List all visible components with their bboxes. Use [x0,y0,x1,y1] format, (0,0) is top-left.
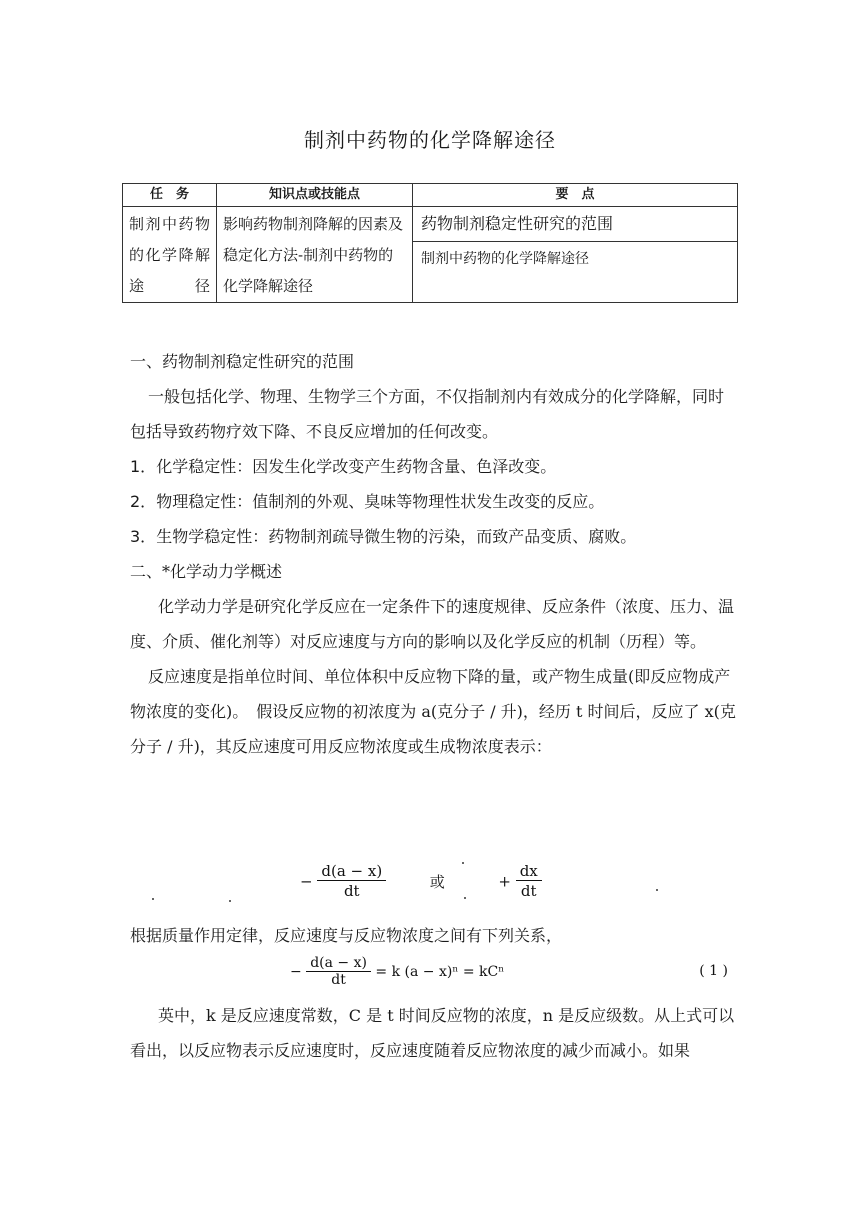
scan-speck [229,900,231,902]
page-title: 制剂中药物的化学降解途径 [304,128,556,152]
paragraph: 一般包括化学、物理、生物学三个方面，不仅指制剂内有效成分的化学降解，同时包括导致药物疗效下降、不良反应增加的任何改变。 [130,387,725,441]
scan-speck [656,889,658,891]
paragraph: 看出，以反应物表示反应速度时，反应速度随着反应物浓度的减少而减小。如果 [130,1041,691,1060]
list-number: 3． [130,527,157,546]
paragraph: 反应速度是指单位时间、单位体积中反应物下降的量，或产物生成量(即反应物成产物浓度的变化)。 假设反应物的初浓度为 a(克分子 / 升)，经历 t 时间后，反应了 x(克分子 / 升)，其反应速度可用反应物浓度或生成物浓度表示： [130,667,736,756]
cell-task: 制剂中药物的化学降解途径 [123,207,217,303]
formula-minus: − [290,964,302,980]
fraction-denominator: dt [343,882,360,900]
cell-knowledge: 影响药物制剂降解的因素及稳定化方法-制剂中药物的化学降解途径 [217,207,413,303]
scan-speck [152,898,154,900]
list-text: 生物学稳定性：药物制剂疏导微生物的污染，而致产品变质、腐败。 [156,527,637,546]
list-text: 化学稳定性：因发生化学改变产生药物含量、色泽改变。 [156,457,557,476]
rate-formula [300,862,542,901]
task-table [122,183,738,303]
cell-points [413,207,738,303]
fraction [317,862,386,901]
paragraph-block [130,918,736,953]
table-header-row [123,184,738,207]
scan-speck [462,862,464,864]
list-item [130,484,736,519]
list-number: 1． [130,457,157,476]
section-heading: 一、药物制剂稳定性研究的范围 [130,352,355,371]
fraction-numerator: d(a − x) [306,955,371,972]
list-item [130,449,736,484]
point-item: 制剂中药物的化学降解途径 [421,251,589,267]
list-item [130,519,736,554]
fraction [516,862,542,901]
formula-rhs: = k (a − x)ⁿ = kCⁿ [375,964,505,980]
fraction-denominator: dt [520,882,537,900]
scan-speck [464,897,466,899]
list-text: 物理稳定性：值制剂的外观、臭味等物理性状发生改变的反应。 [156,492,605,511]
fraction [306,955,371,989]
rate-law-formula [290,955,740,989]
paragraph: 英中，k 是反应速度常数，C 是 t 时间反应物的浓度，n 是反应级数。从上式可以 [158,1006,735,1025]
fraction-numerator: d(a − x) [317,862,386,881]
fraction-numerator: dx [516,862,542,881]
section-1 [130,344,736,764]
formula-or: 或 [429,873,445,891]
header-knowledge: 知识点或技能点 [217,184,413,207]
paragraph-block [130,998,736,1068]
paragraph: 化学动力学是研究化学反应在一定条件下的速度规律、反应条件（浓度、压力、温度、介质、催化剂等）对反应速度与方向的影响以及化学反应的机制（历程）等。 [130,597,735,651]
header-task: 任 务 [123,184,217,207]
section-heading: 二、*化学动力学概述 [130,562,283,581]
header-points: 要 点 [413,184,738,207]
formula-plus: + [498,872,511,891]
point-item: 药物制剂稳定性研究的范围 [413,207,737,242]
paragraph: 根据质量作用定律，反应速度与反应物浓度之间有下列关系， [130,926,563,945]
fraction-denominator: dt [331,972,346,988]
formula-minus: − [300,872,313,891]
list-number: 2． [130,492,157,511]
equation-label: ( 1 ) [699,963,728,979]
table-row [123,207,738,303]
